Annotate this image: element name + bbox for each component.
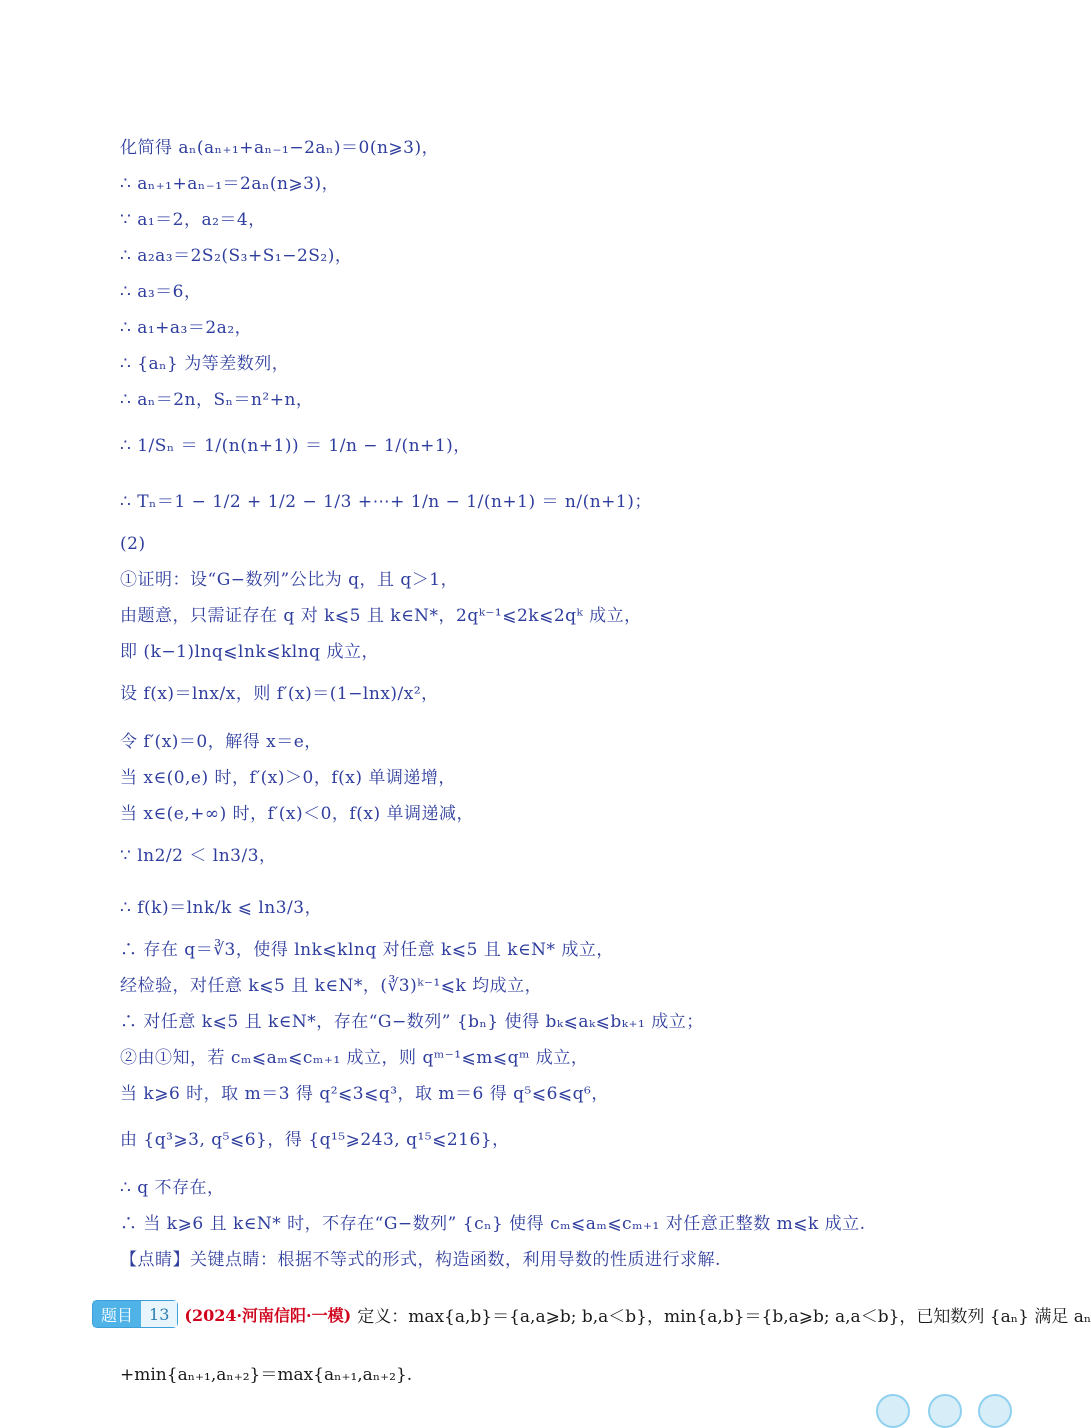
solution-line	[120, 732, 322, 752]
solution-line	[120, 534, 146, 554]
solution-line	[120, 1178, 225, 1198]
solution-line	[120, 804, 474, 824]
solution-line	[120, 976, 542, 996]
solution-line	[120, 642, 379, 662]
solution-line-text: 设 f(x)＝lnx/x，则 f′(x)＝(1−lnx)/x²，	[120, 684, 439, 704]
solution-line-text: ∴ 对任意 k⩽5 且 k∈N*，存在“G−数列” {bₙ} 使得 bₖ⩽aₖ⩽bₖ₊₁ 成立；	[120, 1012, 704, 1032]
solution-line-text: 令 f′(x)＝0，解得 x＝e，	[120, 732, 322, 752]
solution-line-text: ∴ a₁+a₃＝2a₂，	[120, 318, 253, 338]
solution-line	[120, 354, 289, 374]
decor-circle	[876, 1394, 910, 1428]
solution-line-text: ∴ a₂a₃＝2S₂(S₃+S₁−2S₂)，	[120, 246, 353, 266]
solution-line	[120, 174, 339, 194]
solution-line-text: ∴ 1/Sₙ ＝ 1/(n(n+1)) ＝ 1/n − 1/(n+1)，	[120, 436, 471, 456]
solution-line	[120, 768, 456, 788]
solution-line	[120, 390, 313, 410]
solution-line	[120, 138, 439, 158]
solution-line-text: 由题意，只需证存在 q 对 k⩽5 且 k∈N*，2qᵏ⁻¹⩽2k⩽2qᵏ 成立，	[120, 606, 642, 626]
solution-line-text: 经检验，对任意 k⩽5 且 k∈N*，(∛3)ᵏ⁻¹⩽k 均成立，	[120, 976, 543, 996]
problem-text-line2: +min{aₙ₊₁,aₙ₊₂}＝max{aₙ₊₁,aₙ₊₂}.	[120, 1365, 413, 1385]
problem-number: 13	[141, 1301, 177, 1327]
solution-line-text: ∵ ln2/2 ＜ ln3/3，	[120, 846, 277, 866]
problem-badge	[92, 1300, 178, 1328]
solution-line-text: ∴ a₃＝6，	[120, 282, 202, 302]
solution-line-text: 由 {q³⩾3, q⁵⩽6}，得 {q¹⁵⩾243, q¹⁵⩽216}，	[120, 1130, 510, 1150]
solution-line-text: 当 k⩾6 时，取 m＝3 得 q²⩽3⩽q³，取 m＝6 得 q⁵⩽6⩽q⁶，	[120, 1084, 609, 1104]
solution-line	[120, 1214, 866, 1234]
solution-line	[120, 318, 252, 338]
solution-line-text: 【点睛】关键点睛：根据不等式的形式，构造函数，利用导数的性质进行求解.	[120, 1250, 721, 1270]
solution-line	[120, 606, 642, 626]
solution-line	[120, 846, 277, 866]
solution-line	[120, 570, 458, 590]
solution-line	[120, 1084, 609, 1104]
solution-line-text: 当 x∈(e,+∞) 时，f′(x)＜0，f(x) 单调递减，	[120, 804, 474, 824]
solution-line-text: ∴ {aₙ} 为等差数列，	[120, 354, 290, 374]
solution-line-text: ∴ 存在 q＝∛3，使得 lnk⩽klnq 对任意 k⩽5 且 k∈N* 成立，	[120, 940, 614, 960]
solution-line-text: 即 (k−1)lnq⩽lnk⩽klnq 成立，	[120, 642, 379, 662]
solution-line-text: ∴ f(k)＝lnk/k ⩽ ln3/3，	[120, 898, 323, 918]
solution-line	[120, 684, 439, 704]
solution-line	[120, 492, 652, 512]
solution-line	[120, 436, 471, 456]
solution-line	[120, 1048, 588, 1068]
solution-line	[120, 940, 614, 960]
problem-block	[92, 1300, 1091, 1385]
solution-line-text: ①证明：设“G−数列”公比为 q，且 q＞1，	[120, 570, 459, 590]
problem-header	[92, 1300, 1091, 1328]
solution-line-text: ②由①知，若 cₘ⩽aₘ⩽cₘ₊₁ 成立，则 qᵐ⁻¹⩽m⩽qᵐ 成立，	[120, 1048, 589, 1068]
solution-line-text: 当 x∈(0,e) 时，f′(x)＞0，f(x) 单调递增，	[120, 768, 456, 788]
solution-line	[120, 898, 322, 918]
solution-line-text: ∴ aₙ₊₁+aₙ₋₁＝2aₙ(n⩾3)，	[120, 174, 340, 194]
decor-circle	[978, 1394, 1012, 1428]
solution-line-text: ∴ 当 k⩾6 且 k∈N* 时，不存在“G−数列” {cₙ} 使得 cₘ⩽aₘ⩽cₘ₊₁ 对任意正整数 m⩽k 成立.	[120, 1214, 866, 1234]
problem-source: (2024·河南信阳·一模)	[184, 1305, 352, 1325]
problem-text-line1: 定义：max{a,b}＝{a,a⩾b; b,a＜b}，min{a,b}＝{b,a⩾b; a,a＜b}，已知数列 {aₙ} 满足 aₙ	[357, 1306, 1091, 1327]
solution-line-text: ∴ q 不存在，	[120, 1178, 225, 1198]
solution-line-text: ∴ aₙ＝2n，Sₙ＝n²+n，	[120, 390, 314, 410]
solution-line	[120, 1130, 510, 1150]
solution-line-text: ∵ a₁＝2，a₂＝4，	[120, 210, 266, 230]
solution-line	[120, 282, 202, 302]
problem-badge-label: 题目	[93, 1301, 141, 1327]
decor-circle	[928, 1394, 962, 1428]
solution-line-text: ∴ Tₙ＝1 − 1/2 + 1/2 − 1/3 +⋯+ 1/n − 1/(n+1) ＝ n/(n+1)；	[120, 492, 652, 512]
solution-line-text: (2)	[120, 534, 146, 554]
solution-line	[120, 1250, 721, 1270]
solution-line	[120, 1012, 704, 1032]
solution-line-text: 化简得 aₙ(aₙ₊₁+aₙ₋₁−2aₙ)＝0(n⩾3)，	[120, 138, 440, 158]
solution-line	[120, 246, 352, 266]
solution-line	[120, 210, 266, 230]
